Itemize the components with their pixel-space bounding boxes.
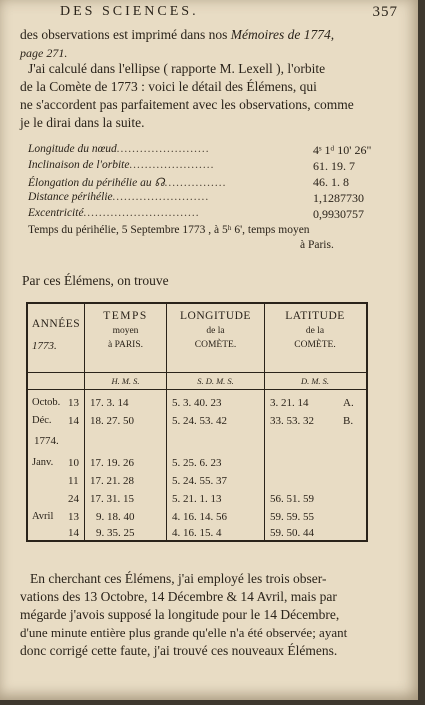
unit-latitude: D. M. S. — [300, 376, 330, 386]
element-row: Excentricité.............................. 0,9930757 — [28, 207, 364, 221]
unit-longitude: S. D. M. S. — [197, 376, 234, 386]
table-intro: Par ces Élémens, on trouve — [22, 273, 169, 288]
page-edge-shadow — [418, 0, 425, 705]
col-header-longitude: LONGITUDE — [180, 310, 251, 322]
col-header-temps: TEMPS — [103, 310, 148, 322]
element-row: Inclinaison de l'orbite...................... 61. 19. 7 — [28, 159, 355, 173]
running-header — [60, 4, 398, 22]
element-row: Distance périhélie......................... 1,1287730 — [28, 191, 364, 205]
page-bottom-shadow — [0, 700, 425, 705]
perihelion-time: Temps du périhélie, 5 Septembre 1773 , à 5ʰ 6', temps moyen — [28, 224, 310, 236]
unit-temps: H. M. S. — [111, 376, 140, 386]
intro-line-3: J'ai calculé dans l'ellipse ( rapporte M. Lexell ), l'orbite — [28, 61, 326, 76]
intro-line-4: de la Comète de 1773 : voici le détail des Élémens, qui — [20, 79, 317, 94]
header-title: DES SCIENCES. — [60, 4, 199, 19]
intro-line-5: ne s'accordent pas parfaitement avec les observations, comme — [20, 97, 354, 112]
col-header-annees: ANNÉES — [31, 318, 81, 330]
closing-line-4: d'une minute entière plus grande qu'elle n'a été observée; ayant — [20, 625, 348, 640]
closing-line-2: vations des 13 Octobre, 14 Décembre & 14 Avril, mais par — [20, 589, 337, 604]
perihelion-place: à Paris. — [300, 239, 334, 251]
element-row: Élongation du périhélie au ☊................ 46. 1. 8 — [28, 175, 349, 189]
intro-line-2: page 271. — [20, 46, 68, 60]
element-row: Longitude du nœud........................ 4ˢ 1ᵈ 10' 26" — [28, 143, 372, 157]
closing-line-3: mégarde j'avois supposé la longitude pour le 14 Décembre, — [20, 607, 340, 622]
ephemeris-table: ANNÉES 1773. TEMPS moyen à PARIS. LONGITUDE de la COMÈTE. LATITUDE de la COMÈTE. H. M. S. S. D. M. S. D. M. S. Octob. 13 17. 3. 14 5. 3. 40. 23 3. 21. 14 A. Déc. 14 18. 27. 50 5. 24. 53. 42 33. 53. 32 B. 1774. Janv. 10 17. 19. 26 5. 25. 6. 23 11 17. 21. 28 5. 24. 55. 37 24 17. 31. 15 5. 21. 1. 13 56. 51. 59 Avril 13 9. 18. 40 4. 16. 14. 56 59. 59. 55 14 9. 35. 25 4. 16. 15. 4 59. 50. 44 — [26, 302, 368, 542]
col-header-latitude: LATITUDE — [285, 310, 345, 322]
page-number: 357 — [372, 4, 398, 20]
intro-line-1: des observations est imprimé dans nos Mémoires de 1774, — [20, 27, 335, 42]
col-header-year: 1773. — [32, 340, 57, 352]
closing-line-1: En cherchant ces Élémens, j'ai employé les trois obser- — [30, 571, 327, 586]
closing-line-5: donc corrigé cette faute, j'ai trouvé ces nouveaux Élémens. — [20, 643, 338, 658]
intro-line-6: je le dirai dans la suite. — [20, 115, 145, 130]
